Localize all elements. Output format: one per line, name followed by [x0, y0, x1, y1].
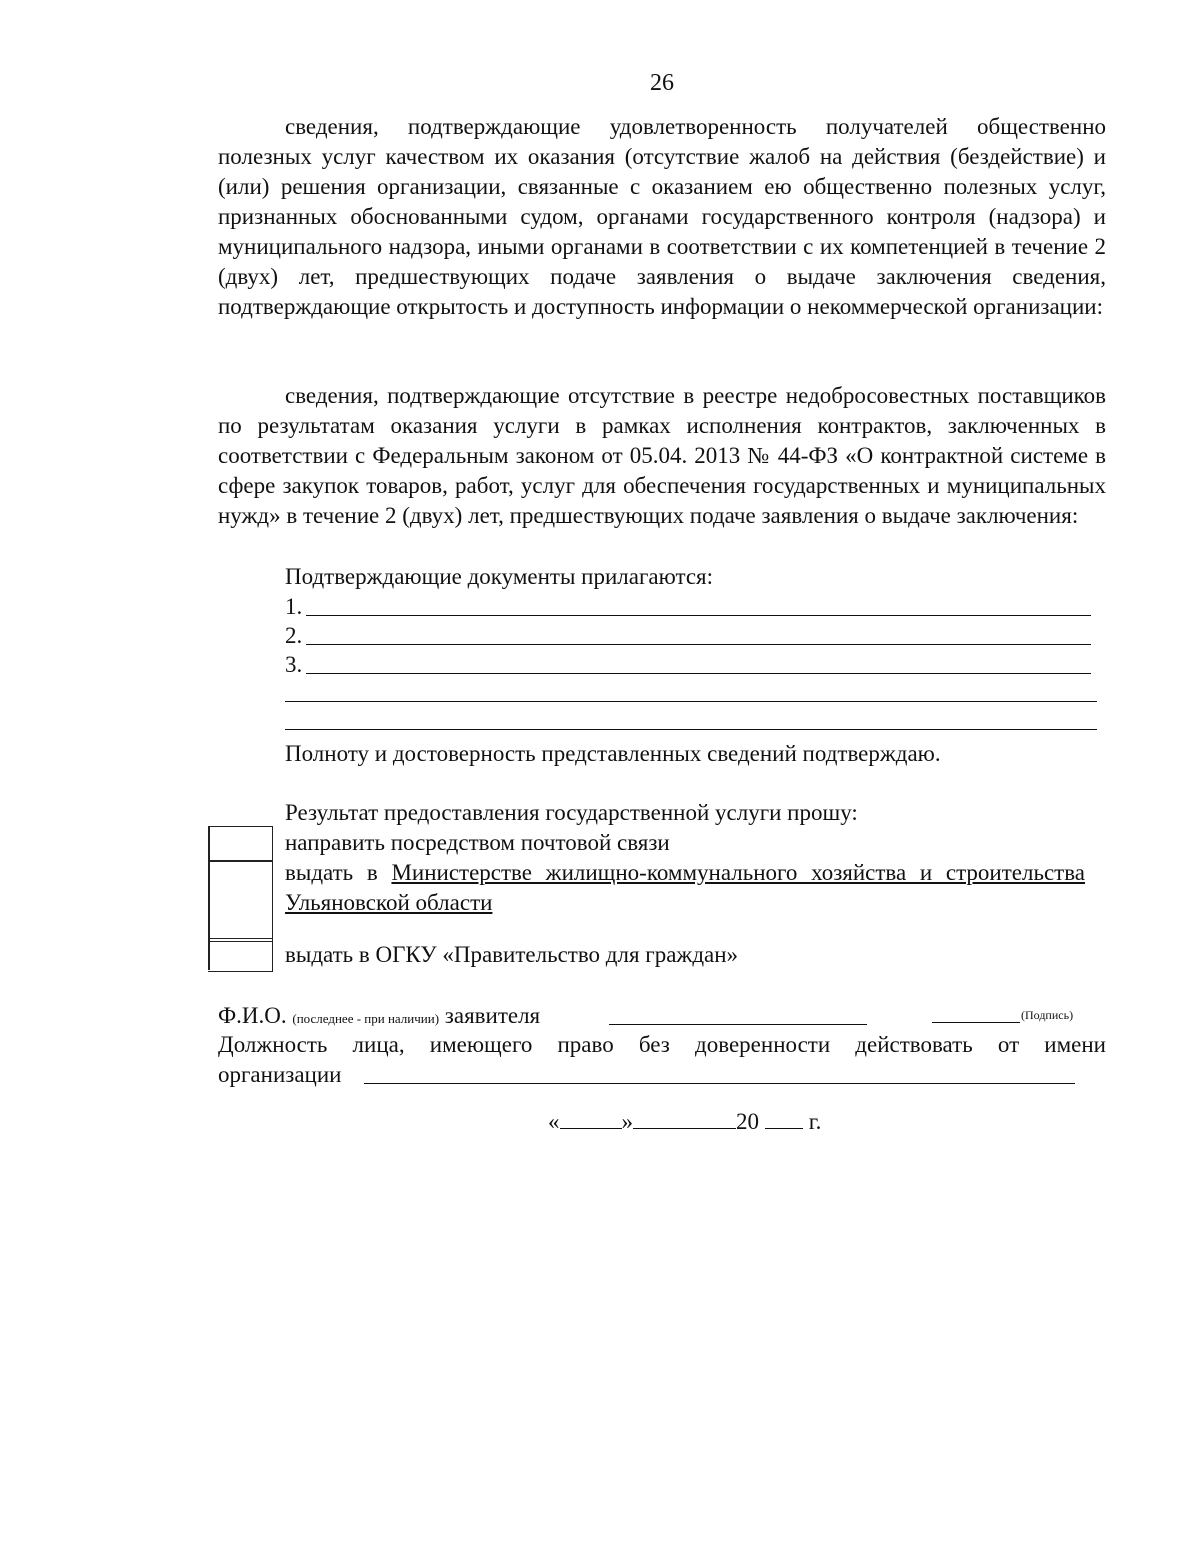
- fio-suffix: заявителя: [444, 1003, 541, 1028]
- fio-fill-line[interactable]: [609, 1024, 867, 1025]
- paragraph-no-unscrupulous-suppliers: [218, 381, 1106, 531]
- checkbox-post[interactable]: [208, 826, 273, 862]
- signature-label: (Подпись): [1021, 1008, 1074, 1022]
- paragraph-1-text: сведения, подтверждающие удовлетворенность получателей общественно полезных услуг качеством их оказания (отсутствие жалоб на действия (бездействие) и (или) решения организации, связанные с оказанием ею общественно полезных услуг, признанных обоснованными судом, органами государственного контроля (надзора) и муниципального надзора, иными органами в соответствии с их компетенцией в течение 2 (двух) лет, предшествующих подаче заявления о выдаче заключения сведения, подтверждающие открытость и доступность информации о некоммерческой организации:: [218, 114, 1106, 319]
- page-number: 26: [650, 70, 674, 96]
- list-number: 3.: [285, 652, 303, 677]
- ministry-name: Министерстве жилищно-коммунального хозяйства и строительства Ульяновской области: [285, 860, 1085, 915]
- document-line-2[interactable]: [285, 621, 1091, 651]
- fio-abbrev: Ф.И.О.: [218, 1003, 287, 1028]
- option-ogku-label: выдать в ОГКУ «Правительство для граждан»: [285, 942, 739, 967]
- organization-label: организации: [218, 1062, 342, 1087]
- signature-fill-line[interactable]: [932, 1022, 1020, 1023]
- month-fill-line[interactable]: [633, 1108, 736, 1129]
- attached-docs-label: Подтверждающие документы прилагаются:: [285, 564, 714, 589]
- option-ministry-prefix: выдать в: [285, 860, 392, 885]
- fio-note: (последнее - при наличии): [292, 1011, 440, 1026]
- fill-line: [306, 615, 1091, 616]
- extra-fill-line-2[interactable]: [285, 729, 1097, 730]
- date-field: [548, 1107, 821, 1137]
- extra-fill-line-1[interactable]: [285, 701, 1097, 702]
- year-suffix: г.: [808, 1109, 822, 1134]
- position-label: Должность лица, имеющего право без доверенности действовать от имени: [218, 1032, 1106, 1057]
- paragraph-satisfaction-info: [218, 112, 1106, 322]
- date-close-quote: »: [621, 1109, 633, 1134]
- date-open-quote: «: [548, 1109, 560, 1134]
- day-fill-line[interactable]: [560, 1108, 622, 1129]
- document-line-3[interactable]: [285, 650, 1091, 680]
- checkbox-ministry[interactable]: [208, 860, 273, 942]
- fill-line: [306, 673, 1091, 674]
- option-ministry-label: [285, 858, 1085, 918]
- confirmation-statement: Полноту и достоверность представленных сведений подтверждаю.: [285, 741, 941, 766]
- year-prefix: 20: [736, 1109, 759, 1134]
- list-number: 1.: [285, 594, 303, 619]
- document-line-1[interactable]: [285, 592, 1091, 622]
- result-label: Результат предоставления государственной услуги прошу:: [285, 800, 858, 825]
- organization-fill-line[interactable]: [364, 1083, 1075, 1084]
- year-fill-line[interactable]: [765, 1108, 803, 1129]
- paragraph-2-text: сведения, подтверждающие отсутствие в реестре недобросовестных поставщиков по результатам оказания услуги в рамках исполнения контрактов, заключенных в соответствии с Федеральным законом от 05.04. 2013 № 44-ФЗ «О контрактной системе в сфере закупок товаров, работ, услуг для обеспечения государственных и муниципальных нужд» в течение 2 (двух) лет, предшествующих подаче заявления о выдаче заключения:: [218, 383, 1106, 528]
- checkbox-ogku[interactable]: [208, 938, 273, 972]
- fill-line: [306, 644, 1091, 645]
- list-number: 2.: [285, 623, 303, 648]
- option-post-label: направить посредством почтовой связи: [285, 830, 670, 855]
